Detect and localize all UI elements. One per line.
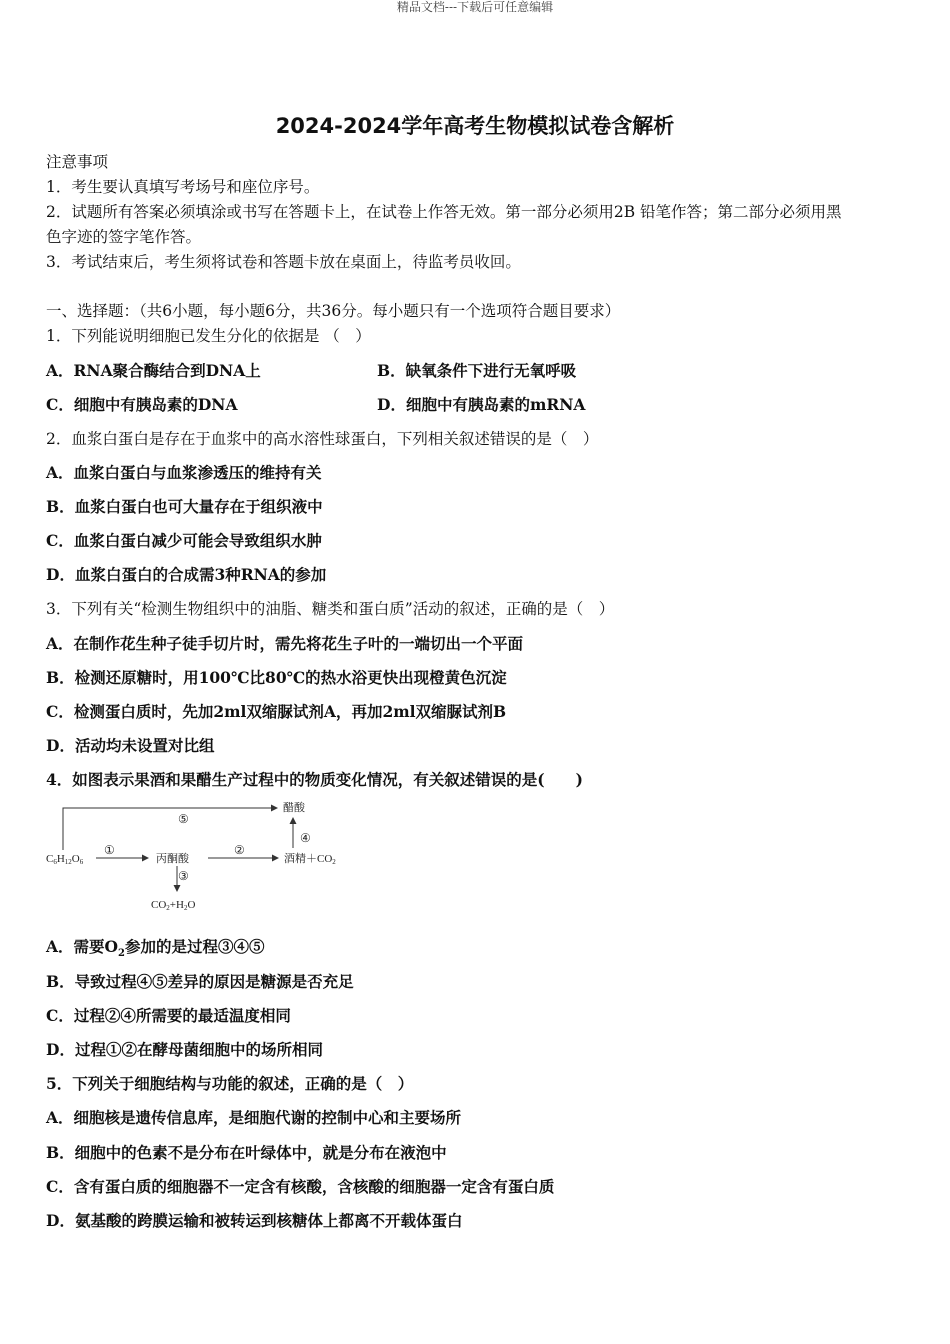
notice-item-3: 3．考试结束后，考生须将试卷和答题卡放在桌面上，待监考员收回。 bbox=[46, 253, 521, 271]
q5-option-d: D．氨基酸的跨膜运输和被转运到核糖体上都离不开载体蛋白 bbox=[46, 1211, 463, 1230]
q2-option-d: D．血浆白蛋白的合成需3种RNA的参加 bbox=[46, 565, 327, 584]
q2-option-c: C．血浆白蛋白减少可能会导致组织水肿 bbox=[46, 531, 322, 550]
q3-option-d: D．活动均未设置对比组 bbox=[46, 736, 215, 755]
acetic-acid-label: 醋酸 bbox=[283, 802, 305, 814]
co2-water-label: CO2+H2O bbox=[151, 899, 196, 912]
ethanol-label: 酒精＋CO2 bbox=[284, 853, 336, 866]
q4-option-d: D．过程①②在酵母菌细胞中的场所相同 bbox=[46, 1040, 323, 1059]
q4-option-a: A．需要$O_2$参加的是过程③④⑤ bbox=[46, 937, 265, 960]
q1-option-d: D．细胞中有胰岛素的mRNA bbox=[377, 395, 586, 414]
q4-stem: 4．如图表示果酒和果醋生产过程中的物质变化情况，有关叙述错误的是( ) bbox=[46, 770, 583, 789]
step-5-label: ⑤ bbox=[178, 812, 189, 826]
q2-option-b: B．血浆白蛋白也可大量存在于组织液中 bbox=[46, 497, 323, 516]
notice-item-1: 1．考生要认真填写考场号和座位序号。 bbox=[46, 178, 320, 196]
notice-item-2-cont: 色字迹的签字笔作答。 bbox=[46, 228, 202, 246]
q3-option-b: B．检测还原糖时，用100℃比80℃的热水浴更快出现橙黄色沉淀 bbox=[46, 668, 507, 687]
step-2-label: ② bbox=[234, 843, 245, 857]
q1-option-a: A．RNA聚合酶结合到DNA上 bbox=[46, 361, 261, 380]
section-heading: 一、选择题：（共6小题，每小题6分，共36分。每小题只有一个选项符合题目要求） bbox=[46, 302, 621, 320]
q1-option-c: C．细胞中有胰岛素的DNA bbox=[46, 395, 238, 414]
q5-option-a: A．细胞核是遗传信息库，是细胞代谢的控制中心和主要场所 bbox=[46, 1108, 462, 1127]
glucose-label: C6H12O6 bbox=[46, 853, 84, 866]
q3-stem: 3．下列有关“检测生物组织中的油脂、糖类和蛋白质”活动的叙述，正确的是（ ） bbox=[46, 600, 615, 618]
step-1-label: ① bbox=[104, 843, 115, 857]
q2-stem: 2．血浆白蛋白是存在于血浆中的高水溶性球蛋白，下列相关叙述错误的是（ ） bbox=[46, 430, 599, 448]
notice-item-2: 2．试题所有答案必须填涂或书写在答题卡上，在试卷上作答无效。第一部分必须用2B 铅笔作答；第二部分必须用黑 bbox=[46, 203, 842, 221]
q2-option-a: A．血浆白蛋白与血浆渗透压的维持有关 bbox=[46, 463, 322, 482]
notice-heading: 注意事项 bbox=[46, 153, 109, 171]
pyruvate-label: 丙酮酸 bbox=[156, 853, 189, 865]
page-header: 精品文档---下载后可任意编辑 bbox=[396, 0, 554, 14]
q5-option-b: B．细胞中的色素不是分布在叶绿体中，就是分布在液泡中 bbox=[46, 1143, 447, 1162]
q3-option-a: A．在制作花生种子徒手切片时，需先将花生子叶的一端切出一个平面 bbox=[46, 634, 524, 653]
page-title: 2024-2024学年高考生物模拟试卷含解析 bbox=[275, 114, 675, 138]
arrow-5 bbox=[63, 808, 277, 850]
fermentation-diagram bbox=[44, 796, 344, 916]
step-3-label: ③ bbox=[178, 869, 189, 883]
q1-stem: 1．下列能说明细胞已发生分化的依据是 （ ） bbox=[46, 327, 371, 345]
q1-option-b: B．缺氧条件下进行无氧呼吸 bbox=[377, 361, 577, 380]
q4-option-b: B．导致过程④⑤差异的原因是糖源是否充足 bbox=[46, 972, 354, 991]
q5-stem: 5．下列关于细胞结构与功能的叙述，正确的是（ ） bbox=[46, 1074, 414, 1093]
q4-option-c: C．过程②④所需要的最适温度相同 bbox=[46, 1006, 291, 1025]
q5-option-c: C．含有蛋白质的细胞器不一定含有核酸，含核酸的细胞器一定含有蛋白质 bbox=[46, 1177, 555, 1196]
step-4-label: ④ bbox=[300, 831, 311, 845]
q3-option-c: C．检测蛋白质时，先加2ml双缩脲试剂A，再加2ml双缩脲试剂B bbox=[46, 702, 507, 721]
